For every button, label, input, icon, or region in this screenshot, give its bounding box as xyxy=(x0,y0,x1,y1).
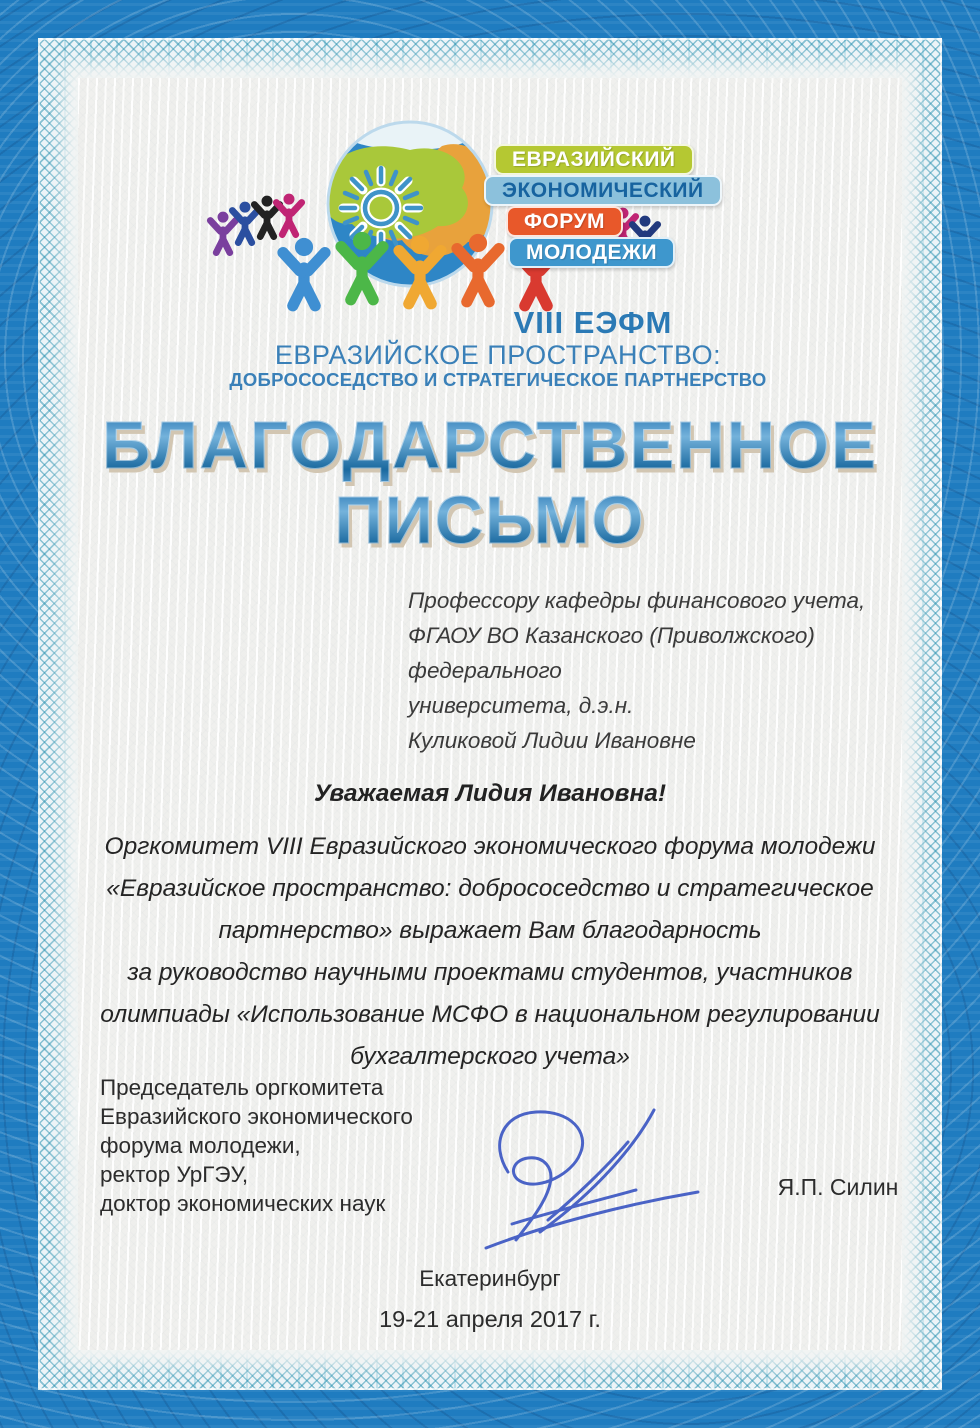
recipient-line: Куликовой Лидии Ивановне xyxy=(408,728,696,753)
title-line1: БЛАГОДАРСТВЕННОЕ xyxy=(78,408,902,483)
body-line: за руководство научными проектами студентов, участников xyxy=(127,959,853,986)
signer-position-line: форума молодежи, xyxy=(100,1133,301,1158)
banner-economic: ЭКОНОМИЧЕСКИЙ xyxy=(484,175,722,206)
recipient-line: ФГАОУ ВО Казанского (Приволжского) федерального xyxy=(408,623,815,683)
banner-eurasian: ЕВРАЗИЙСКИЙ xyxy=(494,144,694,175)
forum-theme-line2: ДОБРОСОСЕДСТВО И СТРАТЕГИЧЕСКОЕ ПАРТНЕРСТВО xyxy=(229,369,767,390)
body-line: партнерство» выражает Вам благодарность xyxy=(218,917,762,944)
body-line: Оргкомитет VIII Евразийского экономического форума молодежи xyxy=(104,833,876,860)
body-line: бухгалтерского учета» xyxy=(350,1043,630,1070)
recipient-line: Профессору кафедры финансового учета, xyxy=(408,588,866,613)
signature-scribble xyxy=(478,1098,703,1258)
recipient-block xyxy=(408,583,902,758)
forum-number: VIII ЕЭФМ xyxy=(513,305,673,340)
certificate-title xyxy=(78,408,902,558)
body-line: «Евразийское пространство: добрососедство и стратегическое xyxy=(106,875,874,902)
signer-position-line: доктор экономических наук xyxy=(100,1191,386,1216)
signer-position-line: ректор УрГЭУ, xyxy=(100,1162,249,1187)
signer-position-line: Председатель оргкомитета xyxy=(100,1075,384,1100)
title-line2: ПИСЬМО xyxy=(78,483,902,558)
salutation: Уважаемая Лидия Ивановна! xyxy=(313,780,667,807)
footer-city: Екатеринбург xyxy=(419,1266,561,1291)
banner-youth: МОЛОДЕЖИ xyxy=(508,237,675,268)
signer-position-line: Евразийского экономического xyxy=(100,1104,413,1129)
signer-position-block xyxy=(100,1073,413,1218)
forum-theme-line1: ЕВРАЗИЙСКОЕ ПРОСТРАНСТВО: xyxy=(274,340,722,370)
body-line: олимпиады «Использование МСФО в национальном регулировании xyxy=(100,1001,880,1028)
signer-name: Я.П. Силин xyxy=(777,1174,899,1200)
footer-dates: 19-21 апреля 2017 г. xyxy=(379,1306,601,1332)
certificate-page xyxy=(78,78,902,1350)
body-text xyxy=(78,826,902,1078)
recipient-line: университета, д.э.н. xyxy=(408,693,634,718)
banner-forum: ФОРУМ xyxy=(506,206,623,237)
